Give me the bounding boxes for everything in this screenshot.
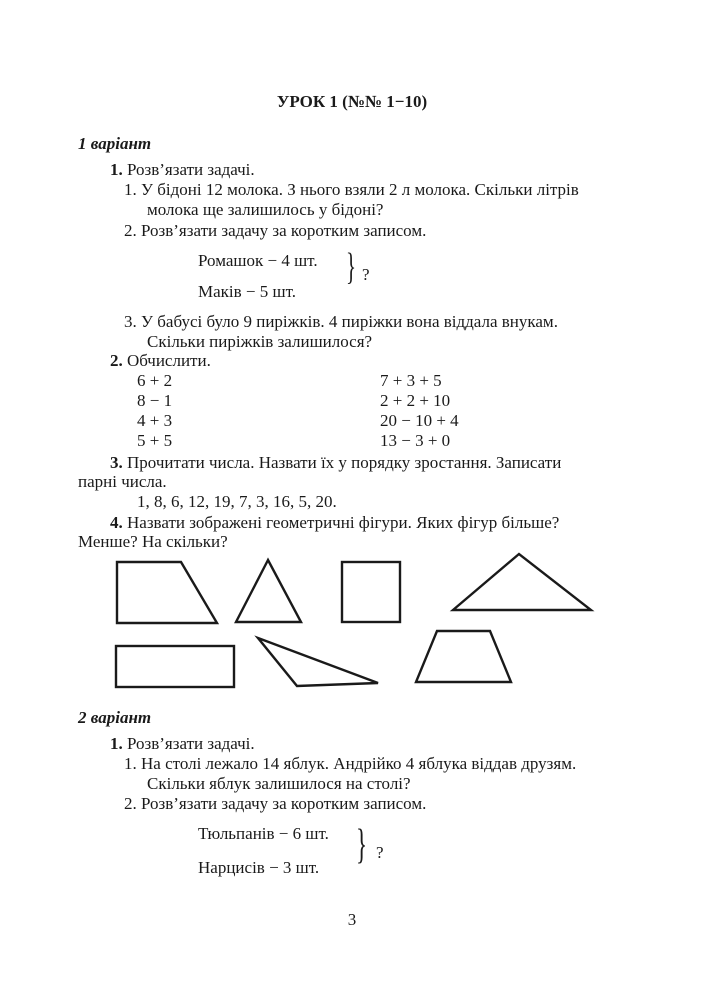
expression-left-3: 4 + 3 — [137, 411, 173, 430]
triangle-figure-1 — [236, 560, 301, 622]
triangle-figure-3 — [258, 638, 378, 686]
trapezoid-figure-2 — [416, 631, 511, 682]
variant-2-short-record-line-2: Нарцисів − 3 шт. — [198, 858, 320, 877]
task-4-line-2: Менше? На скільки? — [78, 532, 228, 551]
lesson-title: УРОК 1 (№№ 1−10) — [276, 92, 428, 111]
variant-2-problem-1-line-1: 1. На столі лежало 14 яблук. Андрійко 4 яблука віддав друзям. — [124, 754, 577, 773]
triangle-figure-2 — [453, 554, 591, 610]
task-2-number: 2. — [110, 351, 123, 370]
task-3-number: 3. — [110, 453, 123, 472]
problem-1-line-2: молока ще залишилось у бідоні? — [147, 200, 384, 219]
variant-2-problem-2-text: 2. Розв’язати задачу за коротким записом. — [124, 794, 427, 813]
expression-left-1: 6 + 2 — [137, 371, 173, 390]
task-1-text: Розв’язати задачі. — [127, 160, 255, 179]
short-record-line-2: Маків − 5 шт. — [198, 282, 296, 301]
page-number: 3 — [347, 910, 357, 929]
expression-right-1: 7 + 3 + 5 — [380, 371, 442, 390]
curly-brace-icon: } — [346, 246, 357, 288]
square-figure — [342, 562, 400, 622]
problem-3-line-2: Скільки пиріжків залишилося? — [147, 332, 373, 351]
variant-1-heading: 1 варіант — [78, 134, 152, 153]
curly-brace-icon: } — [356, 822, 368, 868]
variant-2-short-record-question: ? — [376, 843, 384, 862]
expression-right-2: 2 + 2 + 10 — [380, 391, 451, 410]
task-1-number: 1. — [110, 160, 123, 179]
trapezoid-figure-1 — [117, 562, 217, 623]
task-4-number: 4. — [110, 513, 123, 532]
rectangle-figure — [116, 646, 234, 687]
short-record-question: ? — [362, 265, 370, 284]
task-4-text: Назвати зображені геометричні фігури. Яких фігур більше? — [127, 513, 560, 532]
task-3-text: Прочитати числа. Назвати їх у порядку зростання. Записати — [127, 453, 562, 472]
expression-right-4: 13 − 3 + 0 — [380, 431, 451, 450]
expression-left-4: 5 + 5 — [137, 431, 173, 450]
variant-2-task-1-number: 1. — [110, 734, 123, 753]
expression-right-3: 20 − 10 + 4 — [380, 411, 459, 430]
problem-1-line-1: 1. У бідоні 12 молока. З нього взяли 2 л молока. Скільки літрів — [124, 180, 579, 199]
variant-2-problem-1-line-2: Скільки яблук залишилося на столі? — [147, 774, 411, 793]
variant-2-short-record-line-1: Тюльпанів − 6 шт. — [198, 824, 329, 843]
problem-3-line-1: 3. У бабусі було 9 пиріжків. 4 пиріжки вона віддала внукам. — [124, 312, 558, 331]
number-sequence: 1, 8, 6, 12, 19, 7, 3, 16, 5, 20. — [137, 492, 337, 511]
expression-left-2: 8 − 1 — [137, 391, 173, 410]
problem-2-text: 2. Розв’язати задачу за коротким записом. — [124, 221, 427, 240]
task-2-text: Обчислити. — [127, 351, 211, 370]
task-3-line-2: парні числа. — [78, 472, 167, 491]
short-record-line-1: Ромашок − 4 шт. — [198, 251, 318, 270]
variant-2-heading: 2 варіант — [78, 708, 152, 727]
variant-2-task-1-heading — [110, 734, 255, 754]
variant-2-task-1-text: Розв’язати задачі. — [127, 734, 255, 753]
